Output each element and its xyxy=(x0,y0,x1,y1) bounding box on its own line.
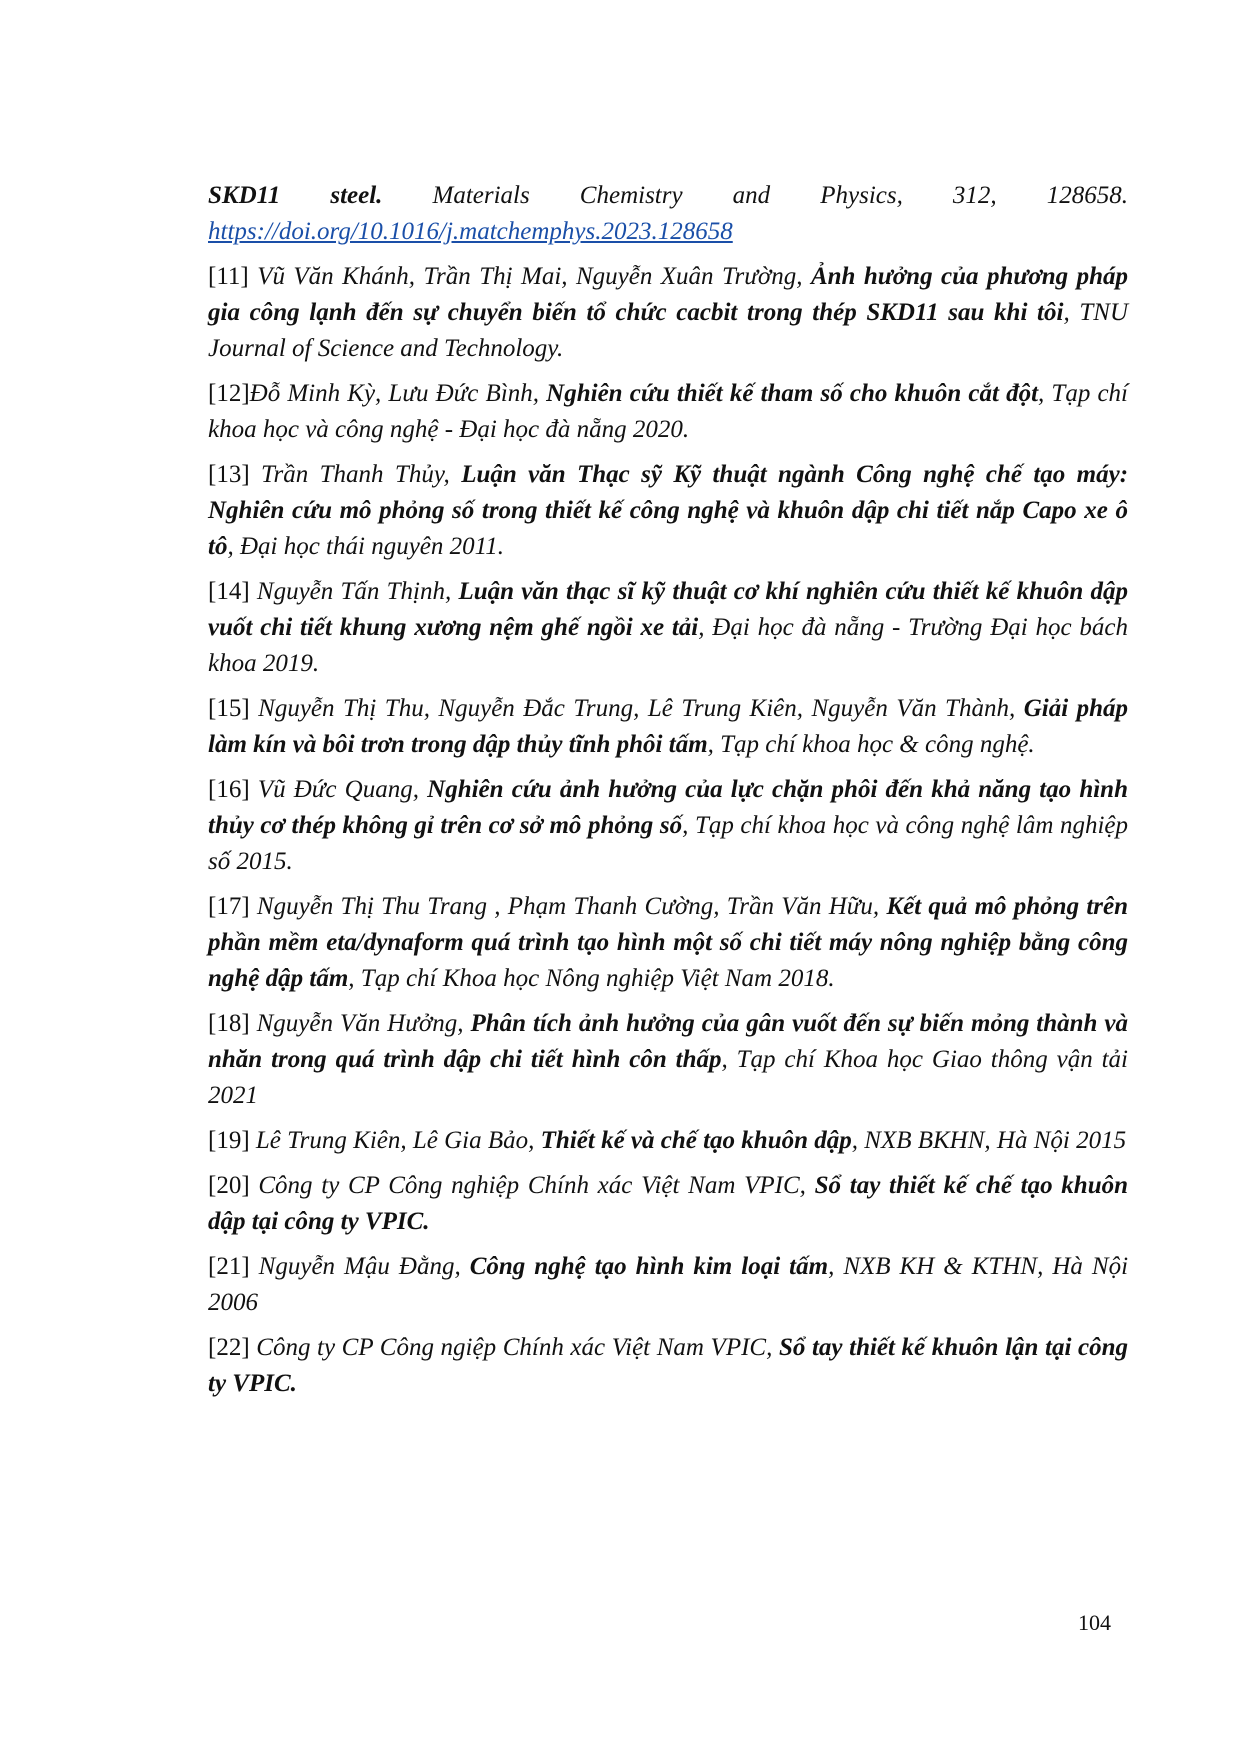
reference-authors: Lê Trung Kiên, Lê Gia Bảo, xyxy=(255,1127,535,1154)
reference-title: Kết quả mô phỏng trên phần mềm eta/dynaform quá trình tạo hình một số chi tiết máy nông nghiệp bằng công nghệ dập tấm xyxy=(208,893,1128,992)
reference-authors: Nguyễn Thị Thu Trang , Phạm Thanh Cường, Trần Văn Hữu, xyxy=(256,893,880,920)
reference-number: [15] xyxy=(208,695,250,722)
reference-number: [13] xyxy=(208,461,250,488)
reference-22 xyxy=(208,1330,1128,1402)
reference-authors: Đỗ Minh Kỳ, Lưu Đức Bình, xyxy=(249,380,540,407)
reference-20 xyxy=(208,1168,1128,1240)
reference-number: [17] xyxy=(208,893,250,920)
reference-17 xyxy=(208,889,1128,997)
reference-authors: Vũ Đức Quang, xyxy=(257,776,419,803)
reference-15 xyxy=(208,691,1128,763)
reference-number: [12] xyxy=(208,380,250,407)
reference-source: , Tạp chí Khoa học Nông nghiệp Việt Nam 2018. xyxy=(348,965,835,992)
reference-title: Luận văn Thạc sỹ Kỹ thuật ngành Công nghệ chế tạo máy: Nghiên cứu mô phỏng số trong thiết kế công nghệ và khuôn dập chi tiết nắp Capo xe ô tô xyxy=(208,461,1129,560)
doi-link[interactable]: https://doi.org/10.1016/j.matchemphys.2023.128658 xyxy=(208,218,733,245)
reference-title: Ảnh hưởng của phương pháp gia công lạnh đến sự chuyển biến tổ chức cacbit trong thép SKD11 sau khi tôi xyxy=(208,263,1129,326)
reference-title: Nghiên cứu ảnh hưởng của lực chặn phôi đến khả năng tạo hình thủy cơ thép không gỉ trên cơ sở mô phỏng số xyxy=(208,776,1128,839)
page-number: 104 xyxy=(1078,1610,1111,1635)
reference-number: [14] xyxy=(208,578,250,605)
reference-title: Sổ tay thiết kế chế tạo khuôn dập tại công ty VPIC. xyxy=(208,1172,1129,1235)
continuation-line xyxy=(208,178,1128,214)
reference-source: , Tạp chí khoa học và công nghệ lâm nghiệp số 2015. xyxy=(208,812,1129,875)
reference-authors: Nguyễn Tấn Thịnh, xyxy=(256,578,452,605)
reference-source: , Tạp chí Khoa học Giao thông vận tải 2021 xyxy=(208,1046,1128,1109)
reference-authors: Nguyễn Văn Hưởng, xyxy=(256,1010,464,1037)
reference-source: , NXB KH & KTHN, Hà Nội 2006 xyxy=(208,1253,1129,1316)
reference-source: , Đại học đà nẵng - Trường Đại học bách khoa 2019. xyxy=(208,614,1128,677)
reference-authors: Nguyễn Thị Thu, Nguyễn Đắc Trung, Lê Trung Kiên, Nguyễn Văn Thành, xyxy=(258,695,1016,722)
continuation-bold: SKD11 steel. xyxy=(208,182,383,209)
reference-title: Nghiên cứu thiết kế tham số cho khuôn cắt đột xyxy=(546,380,1039,407)
reference-title: Giải pháp làm kín và bôi trơn trong dập thủy tĩnh phôi tấm xyxy=(208,695,1129,758)
reference-18 xyxy=(208,1006,1128,1114)
reference-source: , Tạp chí khoa học và công nghệ - Đại học đà nẵng 2020. xyxy=(208,380,1129,443)
continuation-italic: Materials Chemistry and Physics, 312, 128658. xyxy=(432,182,1129,209)
reference-title: Công nghệ tạo hình kim loại tấm xyxy=(469,1253,829,1280)
reference-13 xyxy=(208,457,1128,565)
reference-number: [20] xyxy=(208,1172,250,1199)
reference-number: [21] xyxy=(208,1253,250,1280)
reference-14 xyxy=(208,574,1128,682)
reference-source: , Đại học thái nguyên 2011. xyxy=(227,533,505,560)
reference-authors: Trần Thanh Thủy, xyxy=(261,461,450,488)
reference-title: Luận văn thạc sĩ kỹ thuật cơ khí nghiên cứu thiết kế khuôn dập vuốt chi tiết khung xương nệm ghế ngồi xe tải xyxy=(208,578,1129,641)
reference-title: Thiết kế và chế tạo khuôn dập xyxy=(540,1127,852,1154)
references-list xyxy=(208,178,1128,1411)
reference-number: [19] xyxy=(208,1127,250,1154)
reference-authors: Công ty CP Công nghiệp Chính xác Việt Nam VPIC, xyxy=(258,1172,806,1199)
reference-title: Sổ tay thiết kế khuôn lận tại công ty VPIC. xyxy=(208,1334,1129,1397)
reference-source: , TNU Journal of Science and Technology. xyxy=(208,299,1128,362)
reference-continuation xyxy=(208,178,1128,250)
reference-authors: Vũ Văn Khánh, Trần Thị Mai, Nguyễn Xuân Trường, xyxy=(257,263,803,290)
reference-16 xyxy=(208,772,1128,880)
reference-19 xyxy=(208,1123,1128,1159)
reference-21 xyxy=(208,1249,1128,1321)
reference-number: [16] xyxy=(208,776,250,803)
reference-number: [18] xyxy=(208,1010,250,1037)
reference-11 xyxy=(208,259,1128,367)
reference-source: , NXB BKHN, Hà Nội 2015 xyxy=(851,1127,1127,1154)
reference-authors: Công ty CP Công ngiệp Chính xác Việt Nam VPIC, xyxy=(256,1334,773,1361)
reference-number: [22] xyxy=(208,1334,250,1361)
reference-12 xyxy=(208,376,1128,448)
reference-source: , Tạp chí khoa học & công nghệ. xyxy=(707,731,1035,758)
reference-authors: Nguyễn Mậu Đằng, xyxy=(258,1253,461,1280)
reference-title: Phân tích ảnh hưởng của gân vuốt đến sự biến mỏng thành và nhăn trong quá trình dập chi tiết hình côn thấp xyxy=(208,1010,1129,1073)
reference-number: [11] xyxy=(208,263,249,290)
